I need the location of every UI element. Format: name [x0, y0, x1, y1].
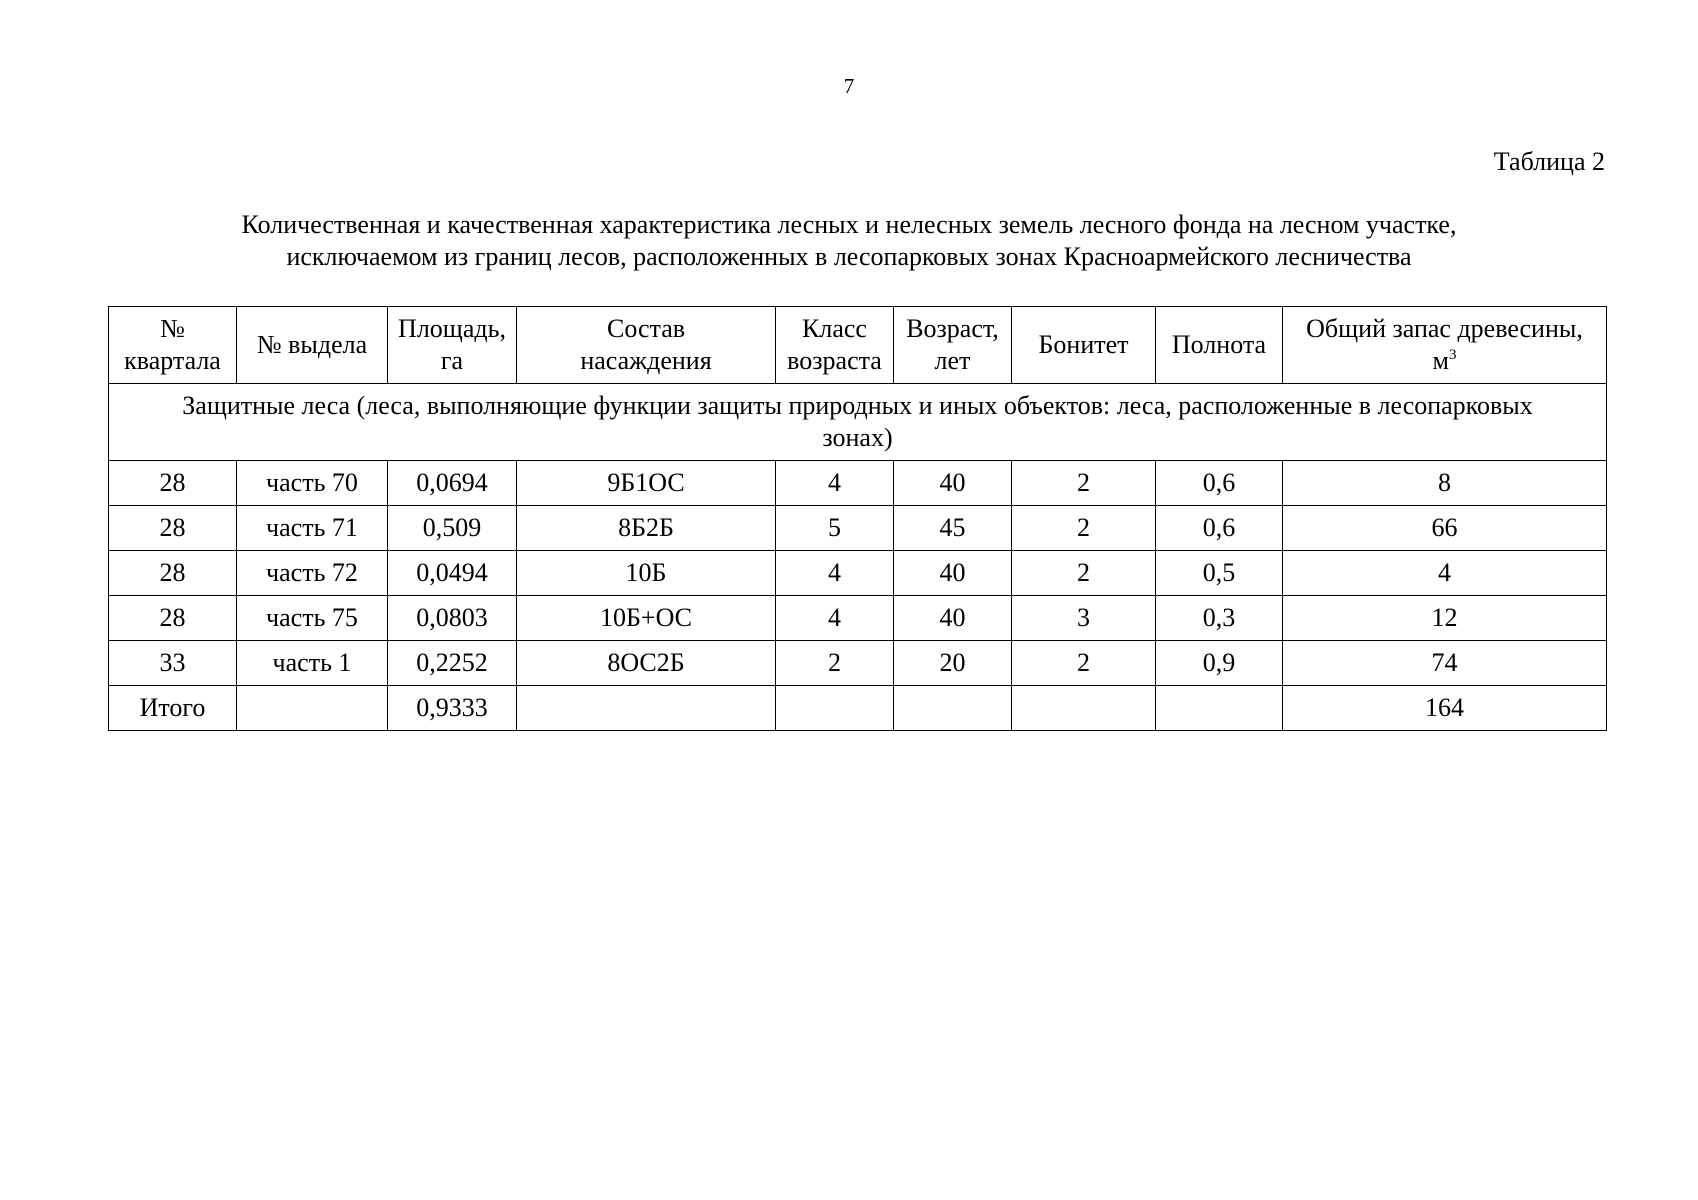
cell-bonitet: 3 [1012, 596, 1156, 641]
header-age [894, 307, 1012, 384]
table-row [109, 551, 1607, 596]
cell-age: 40 [894, 596, 1012, 641]
cell-bonitet: 2 [1012, 641, 1156, 686]
cell-age-class: 4 [776, 596, 894, 641]
header-vydel: № выдела [237, 307, 388, 384]
header-area-line-1: Площадь, [398, 314, 506, 343]
header-bonitet: Бонитет [1012, 307, 1156, 384]
cell-vydel: часть 72 [237, 551, 388, 596]
header-composition-line-2: насаждения [580, 346, 712, 375]
cell-age: 45 [894, 506, 1012, 551]
table-row [109, 596, 1607, 641]
cell-density: 0,6 [1156, 506, 1283, 551]
total-age-class [776, 686, 894, 731]
table-row [109, 461, 1607, 506]
total-age [894, 686, 1012, 731]
header-stock-line-2 [1285, 345, 1604, 377]
header-area-line-2: га [440, 346, 464, 375]
header-composition-line-1: Состав [606, 314, 686, 343]
header-composition [517, 307, 776, 384]
cell-composition: 10Б+ОС [517, 596, 776, 641]
total-area: 0,9333 [388, 686, 517, 731]
cell-age-class: 5 [776, 506, 894, 551]
header-stock-unit: м [1432, 346, 1449, 375]
cell-density: 0,6 [1156, 461, 1283, 506]
total-stock: 164 [1283, 686, 1607, 731]
page-number: 7 [843, 74, 855, 98]
cell-density: 0,3 [1156, 596, 1283, 641]
cell-stock: 66 [1283, 506, 1607, 551]
cell-kvartal: 28 [109, 506, 237, 551]
cell-density: 0,5 [1156, 551, 1283, 596]
cell-area: 0,509 [388, 506, 517, 551]
header-kvartal-line-1: № [160, 314, 185, 343]
cell-composition: 8Б2Б [517, 506, 776, 551]
document-title-line-2: исключаемом из границ лесов, расположенных в лесопарковых зонах Красноармейского лесничества [286, 242, 1412, 271]
cell-vydel: часть 70 [237, 461, 388, 506]
cell-bonitet: 2 [1012, 551, 1156, 596]
cell-area: 0,2252 [388, 641, 517, 686]
cell-density: 0,9 [1156, 641, 1283, 686]
cell-kvartal: 28 [109, 551, 237, 596]
cell-age-class: 4 [776, 551, 894, 596]
section-row [109, 384, 1607, 461]
cell-stock: 4 [1283, 551, 1607, 596]
header-kvartal [109, 307, 237, 384]
total-bonitet [1012, 686, 1156, 731]
total-row [109, 686, 1607, 731]
cell-vydel: часть 1 [237, 641, 388, 686]
cell-stock: 8 [1283, 461, 1607, 506]
cell-area: 0,0694 [388, 461, 517, 506]
document-title-line-1: Количественная и качественная характеристика лесных и нелесных земель лесного фонда на лесном участке, [241, 210, 1457, 239]
total-label: Итого [109, 686, 237, 731]
cell-bonitet: 2 [1012, 506, 1156, 551]
total-density [1156, 686, 1283, 731]
header-age-class-line-2: возраста [787, 346, 882, 375]
total-composition [517, 686, 776, 731]
cell-kvartal: 28 [109, 596, 237, 641]
cell-stock: 12 [1283, 596, 1607, 641]
cell-composition: 8ОС2Б [517, 641, 776, 686]
cell-age: 40 [894, 551, 1012, 596]
header-kvartal-line-2: квартала [124, 346, 221, 375]
cell-stock: 74 [1283, 641, 1607, 686]
cell-vydel: часть 75 [237, 596, 388, 641]
header-density: Полнота [1156, 307, 1283, 384]
header-age-line-2: лет [934, 346, 971, 375]
cell-kvartal: 33 [109, 641, 237, 686]
total-vydel [237, 686, 388, 731]
header-stock [1283, 307, 1607, 384]
cell-age-class: 4 [776, 461, 894, 506]
header-row [109, 307, 1607, 384]
cell-composition: 10Б [517, 551, 776, 596]
cell-bonitet: 2 [1012, 461, 1156, 506]
table-row [109, 506, 1607, 551]
cell-area: 0,0803 [388, 596, 517, 641]
cell-vydel: часть 71 [237, 506, 388, 551]
header-stock-unit-exponent: 3 [1448, 347, 1457, 363]
table-label: Таблица 2 [1493, 147, 1605, 176]
cell-age-class: 2 [776, 641, 894, 686]
cell-area: 0,0494 [388, 551, 517, 596]
header-age-class-line-1: Класс [802, 314, 867, 343]
header-age-line-1: Возраст, [906, 314, 999, 343]
cell-kvartal: 28 [109, 461, 237, 506]
document-title [0, 209, 1698, 273]
header-area [388, 307, 517, 384]
section-label: Защитные леса (леса, выполняющие функции защиты природных и иных объектов: леса, расположенные в лесопарковых зонах) [109, 384, 1607, 461]
header-stock-line-1: Общий запас древесины, [1306, 314, 1583, 343]
cell-composition: 9Б1ОС [517, 461, 776, 506]
cell-age: 40 [894, 461, 1012, 506]
table-row [109, 641, 1607, 686]
forest-characteristics-table [108, 306, 1607, 731]
header-age-class [776, 307, 894, 384]
cell-age: 20 [894, 641, 1012, 686]
